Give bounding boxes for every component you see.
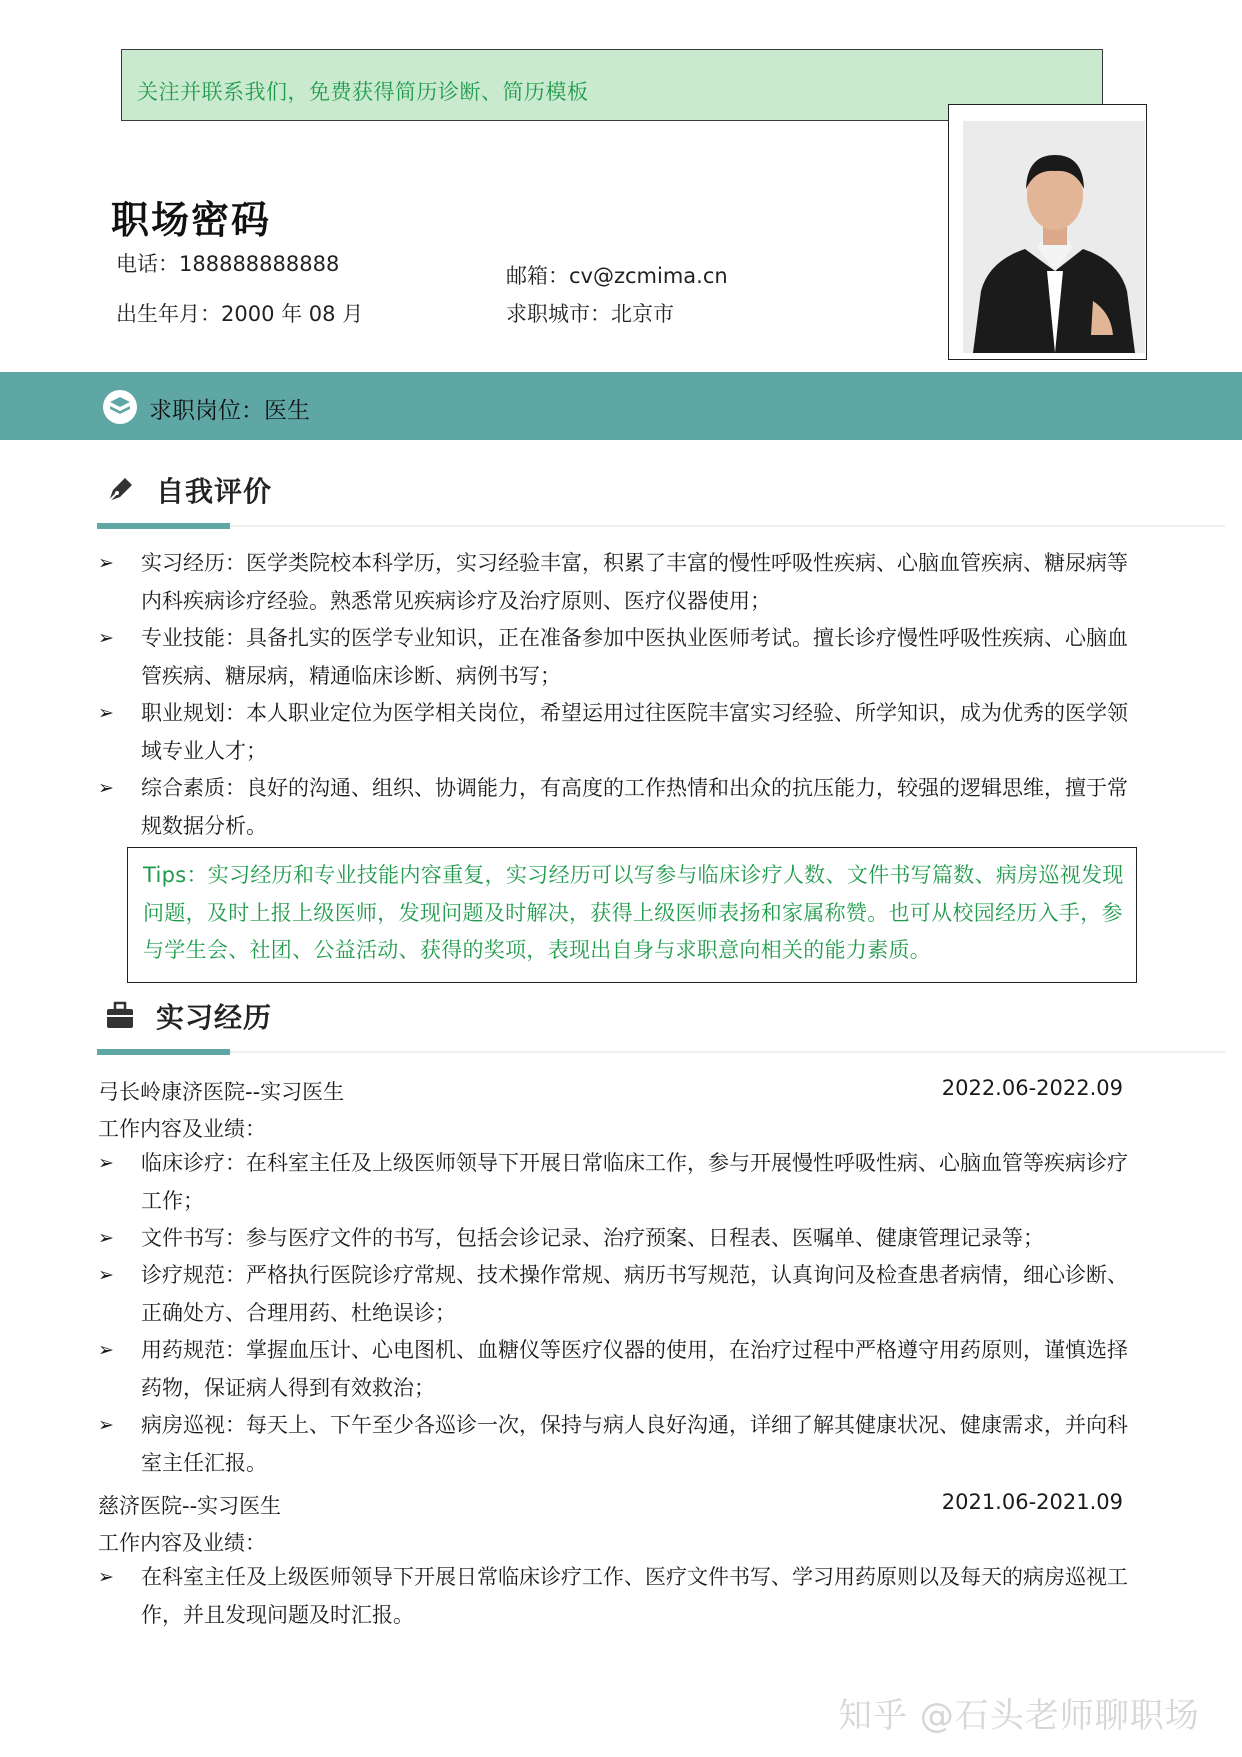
pen-icon [103, 472, 137, 506]
promo-banner-text: 关注并联系我们，免费获得简历诊断、简历模板 [137, 80, 589, 104]
internship-title: 实习经历 [156, 1001, 273, 1034]
candidate-name: 职场密码 [111, 198, 272, 242]
list-item: ➢ 综合素质：良好的沟通、组织、协调能力，有高度的工作热情和出众的抗压能力，较强的逻辑思维，擅于常规数据分析。 [98, 770, 1138, 845]
email-field: 邮箱：cv@zcmima.cn [506, 264, 728, 288]
arrow-bullet-icon: ➢ [98, 1152, 114, 1174]
watermark: 知乎 @石头老师聊职场 [838, 1696, 1200, 1736]
arrow-bullet-icon: ➢ [98, 1264, 114, 1286]
list-item: ➢ 诊疗规范：严格执行医院诊疗常规、技术操作常规、病历书写规范，认真询问及检查患者病情，细心诊断、正确处方、合理用药、杜绝误诊； [98, 1257, 1138, 1332]
list-item: ➢ 病房巡视：每天上、下午至少各巡诊一次，保持与病人良好沟通，详细了解其健康状况、健康需求，并向科室主任汇报。 [98, 1407, 1138, 1482]
job-subtitle: 工作内容及业绩： [98, 1531, 266, 1555]
arrow-bullet-icon: ➢ [98, 552, 114, 574]
section-divider-accent [97, 523, 230, 529]
job-date: 2022.06-2022.09 [941, 1076, 1123, 1100]
city-field: 求职城市：北京市 [506, 302, 674, 326]
arrow-bullet-icon: ➢ [98, 1227, 114, 1249]
profile-photo [963, 121, 1145, 353]
section-divider-accent [97, 1049, 230, 1055]
section-divider [230, 525, 1225, 527]
arrow-bullet-icon: ➢ [98, 702, 114, 724]
arrow-bullet-icon: ➢ [98, 627, 114, 649]
phone-field: 电话：188888888888 [116, 252, 340, 276]
arrow-bullet-icon: ➢ [98, 1339, 114, 1361]
briefcase-icon [103, 998, 137, 1032]
list-item: ➢ 在科室主任及上级医师领导下开展日常临床诊疗工作、医疗文件书写、学习用药原则以及每天的病房巡视工作，并且发现问题及时汇报。 [98, 1559, 1138, 1634]
job-org: 弓长岭康济医院--实习医生 [98, 1080, 345, 1104]
arrow-bullet-icon: ➢ [98, 1414, 114, 1436]
person-photo-icon [963, 121, 1145, 353]
self-eval-title: 自我评价 [156, 475, 273, 508]
list-item: ➢ 专业技能：具备扎实的医学专业知识，正在准备参加中医执业医师考试。擅长诊疗慢性呼吸性疾病、心脑血管疾病、糖尿病，精通临床诊断、病例书写； [98, 620, 1138, 695]
job-target-text: 求职岗位：医生 [149, 398, 310, 424]
job-date: 2021.06-2021.09 [941, 1490, 1123, 1514]
arrow-bullet-icon: ➢ [98, 777, 114, 799]
job-header [98, 1490, 1123, 1520]
section-divider [230, 1051, 1225, 1053]
list-item: ➢ 临床诊疗：在科室主任及上级医师领导下开展日常临床工作，参与开展慢性呼吸性病、心脑血管等疾病诊疗工作； [98, 1145, 1138, 1220]
job-header [98, 1076, 1123, 1106]
layers-icon [103, 390, 137, 424]
tips-box [127, 847, 1137, 983]
arrow-bullet-icon: ➢ [98, 1566, 114, 1588]
tips-text: Tips：实习经历和专业技能内容重复，实习经历可以写参与临床诊疗人数、文件书写篇数、病房巡视发现问题，及时上报上级医师，发现问题及时解决，获得上级医师表扬和家属称赞。也可从校园经历入手，参与学生会、社团、公益活动、获得的奖项，表现出自身与求职意向相关的能力素质。 [143, 863, 1124, 962]
photo-frame [948, 104, 1147, 360]
job-target-bar [0, 372, 1242, 440]
list-item: ➢ 实习经历：医学类院校本科学历，实习经验丰富，积累了丰富的慢性呼吸性疾病、心脑血管疾病、糖尿病等内科疾病诊疗经验。熟悉常见疾病诊疗及治疗原则、医疗仪器使用； [98, 545, 1138, 620]
list-item: ➢ 文件书写：参与医疗文件的书写，包括会诊记录、治疗预案、日程表、医嘱单、健康管理记录等； [98, 1220, 1138, 1258]
birth-field: 出生年月：2000 年 08 月 [116, 302, 364, 326]
job-org: 慈济医院--实习医生 [98, 1494, 282, 1518]
list-item: ➢ 用药规范：掌握血压计、心电图机、血糖仪等医疗仪器的使用，在治疗过程中严格遵守用药原则，谨慎选择药物，保证病人得到有效救治； [98, 1332, 1138, 1407]
job-subtitle: 工作内容及业绩： [98, 1117, 266, 1141]
list-item: ➢ 职业规划：本人职业定位为医学相关岗位，希望运用过往医院丰富实习经验、所学知识，成为优秀的医学领域专业人才； [98, 695, 1138, 770]
